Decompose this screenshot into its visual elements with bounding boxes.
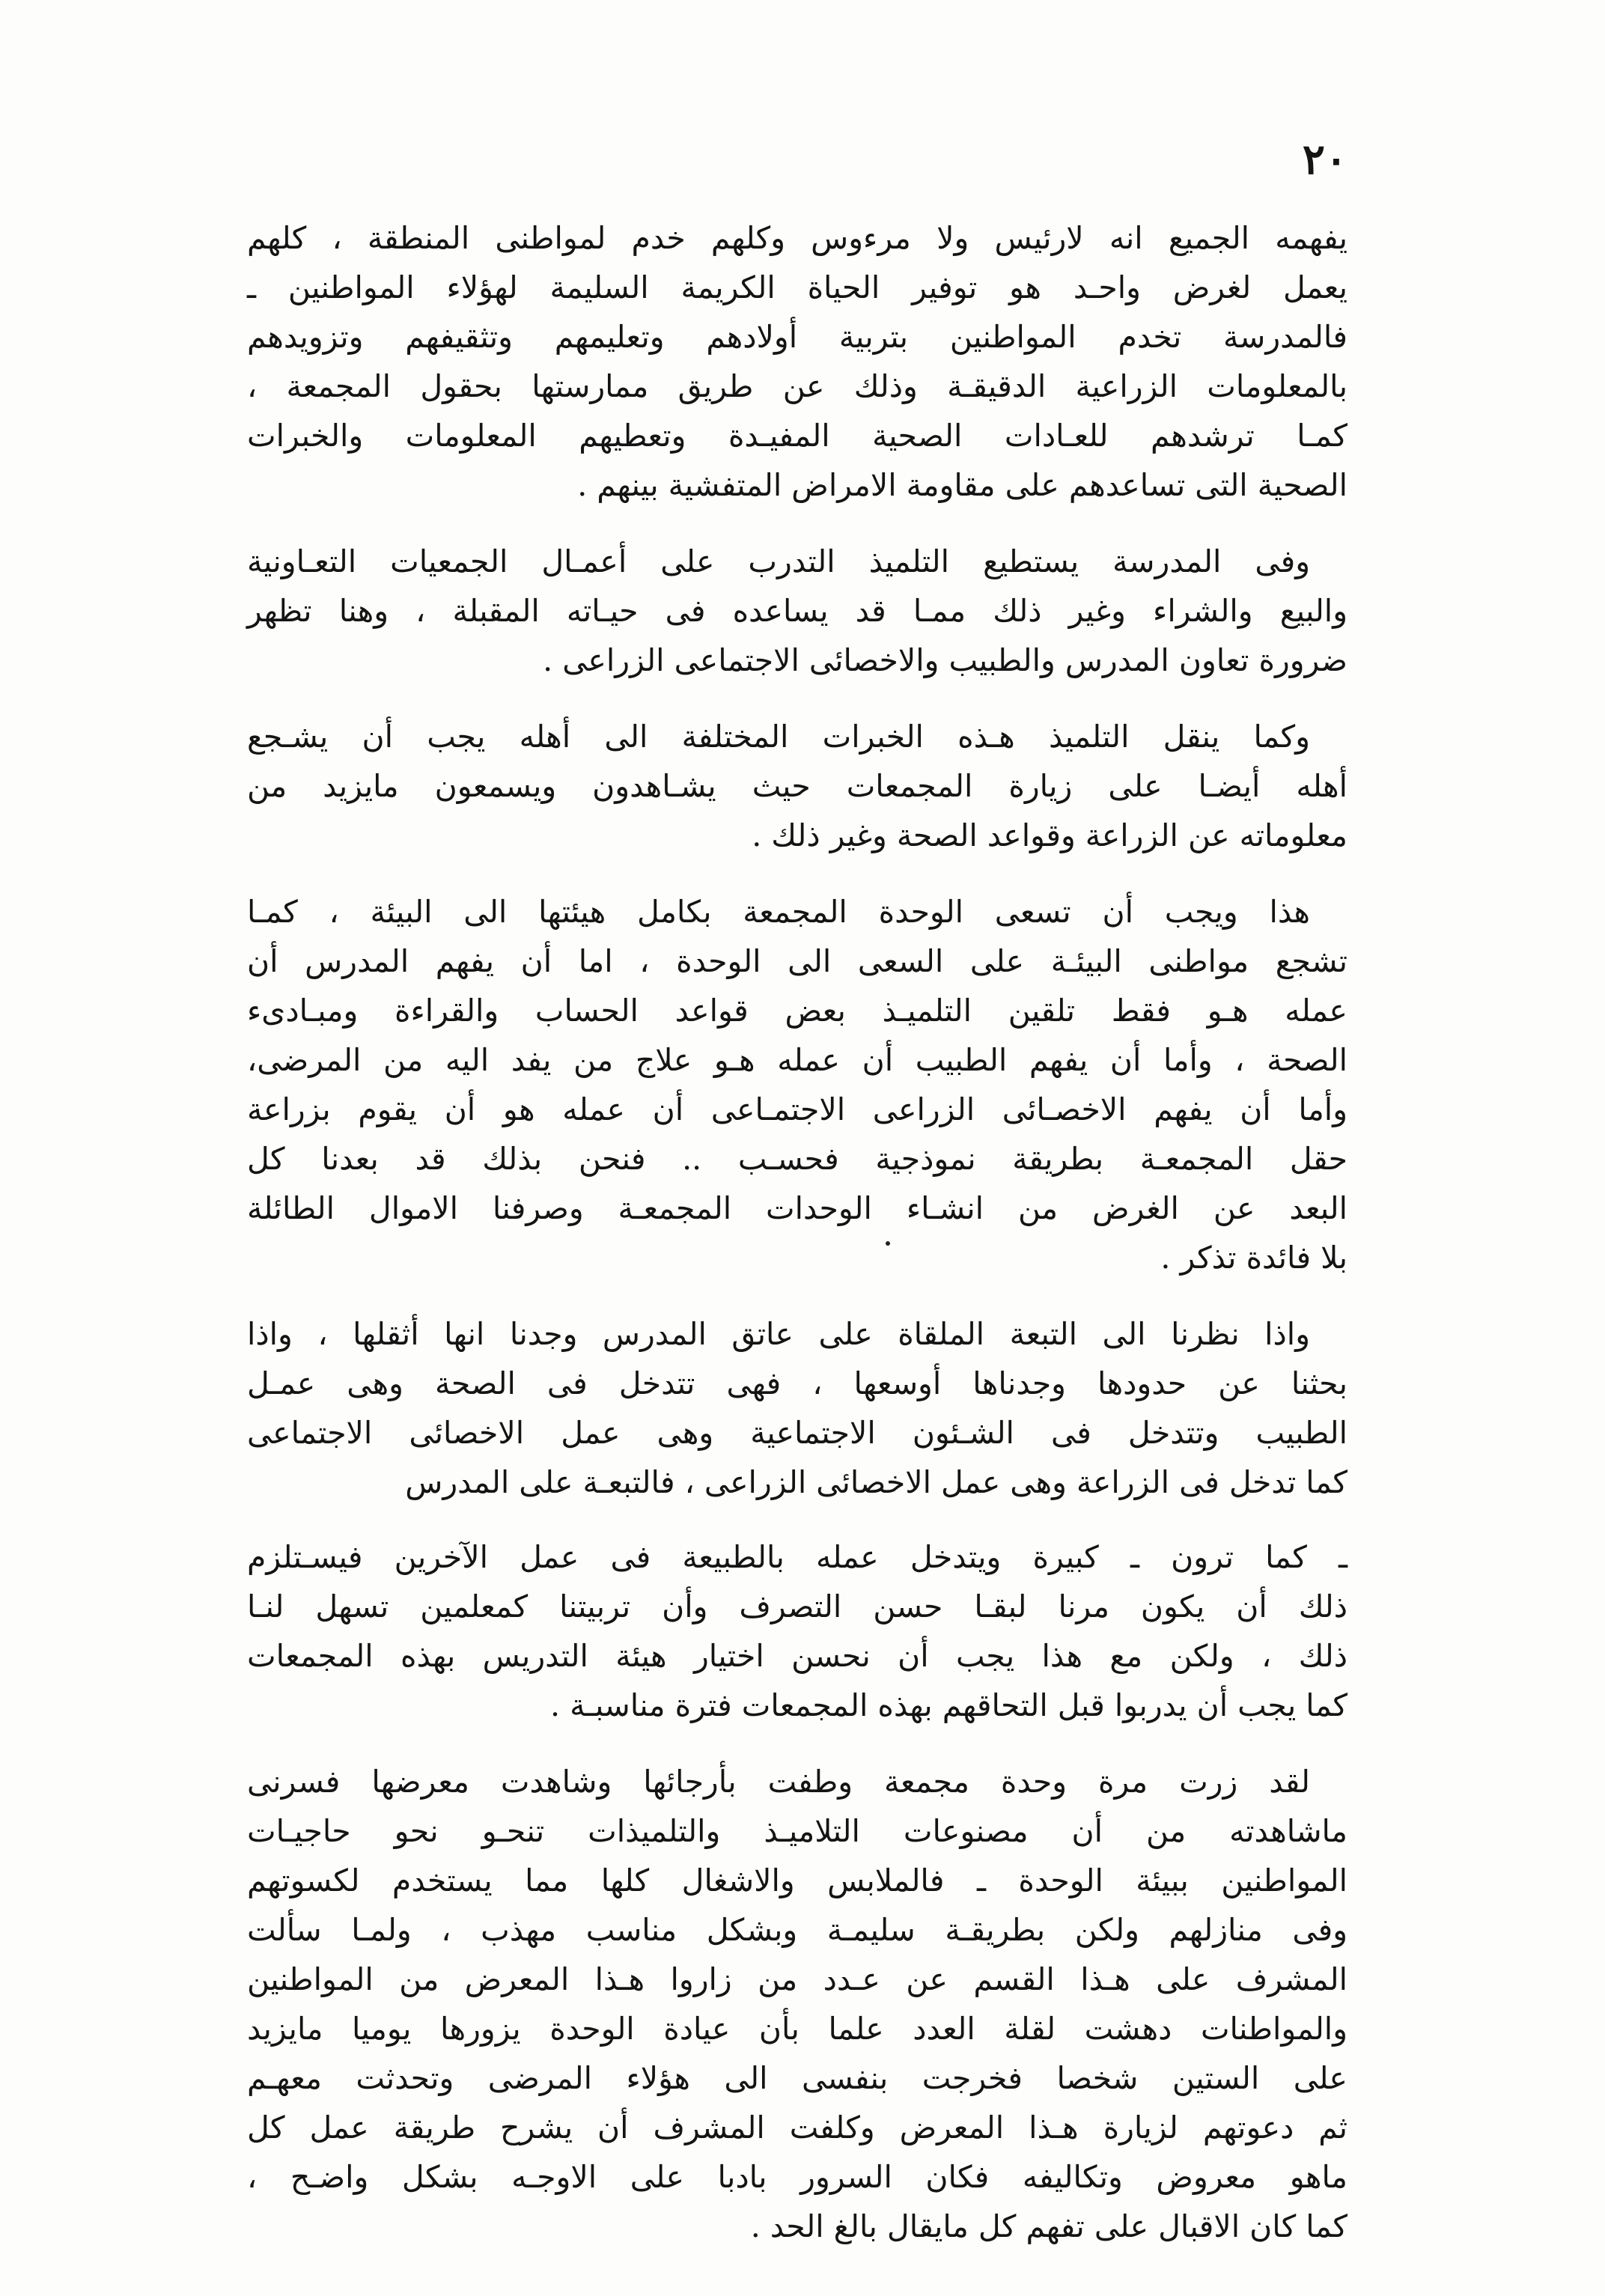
text-line: الصحية التى تساعدهم على مقاومة الامراض المتفشية بينهم . (577, 467, 1347, 503)
text-line: لقد زرت مرة وحدة مجمعة وطفت بأرجائها وشاهدت معرضها فسرنى (247, 1764, 1310, 1800)
text-line: ماهو معروض وتكاليفه فكان السرور بادبا على الاوجـه بشكل واضـح ، (247, 2159, 1347, 2195)
stray-mark (886, 1241, 890, 1246)
text-line: يفهمه الجميع انه لارئيس ولا مرءوس وكلهم خدم لمواطنى المنطقة ، كلهم (247, 220, 1347, 256)
text-line: تشجع مواطنى البيئـة على السعى الى الوحدة ، اما أن يفهم المدرس أن (247, 943, 1347, 979)
text-line: كما كان الاقبال على تفهم كل مايقال بالغ الحد . (750, 2208, 1347, 2244)
text-line: بالمعلومات الزراعية الدقيقـة وذلك عن طريق ممارستها بحقول المجمعة ، (247, 368, 1347, 404)
text-line: وفى المدرسة يستطيع التلميذ التدرب على أعمـال الجمعيات التعـاونية (247, 543, 1310, 579)
paragraph (247, 887, 1347, 1282)
page-number: ٢٠ (1302, 135, 1347, 184)
text-line: الصحة ، وأما أن يفهم الطبيب أن عمله هـو علاج من يفد اليه من المرضى، (247, 1042, 1347, 1078)
text-line: على الستين شخصا فخرجت بنفسى الى هؤلاء المرضى وتحدثت معهـم (247, 2060, 1347, 2096)
text-line: عمله هـو فقط تلقين التلميـذ بعض قواعد الحساب والقراءة ومبـادىء (247, 993, 1347, 1029)
paragraph (247, 712, 1347, 860)
text-line: والمواطنات دهشت لقلة العدد علما بأن عيادة الوحدة يزورها يوميا مايزيد (247, 2011, 1347, 2047)
text-line: أهله أيضـا على زيارة المجمعات حيث يشـاهدون ويسمعون مايزيد من (247, 768, 1347, 804)
paragraph (247, 1309, 1347, 1507)
text-line: المواطنين ببيئة الوحدة ـ فالملابس والاشغال كلها مما يستخدم لكسوتهم (247, 1863, 1347, 1898)
paragraph (247, 1757, 1347, 2251)
text-line: ذلك ، ولكن مع هذا يجب أن نحسن اختيار هيئة التدريس بهذه المجمعات (247, 1638, 1347, 1674)
text-line: الطبيب وتتدخل فى الشـئون الاجتماعية وهى عمل الاخصائى الاجتماعى (247, 1415, 1347, 1451)
text-line: وأما أن يفهم الاخصـائى الزراعى الاجتمـاعى أن عمله هو أن يقوم بزراعة (247, 1091, 1347, 1127)
text-line: واذا نظرنا الى التبعة الملقاة على عاتق المدرس وجدنا انها أثقلها ، واذا (247, 1316, 1310, 1352)
text-line: حقل المجمعـة بطريقة نموذجية فحسـب .. فنحن بذلك قد بعدنا كل (247, 1141, 1347, 1177)
paragraph (247, 213, 1347, 510)
text-line: بلا فائدة تذكر . (1160, 1240, 1347, 1276)
text-line: وكما ينقل التلميذ هـذه الخبرات المختلفة الى أهله يجب أن يشـجع (247, 719, 1310, 755)
text-line: المشرف على هـذا القسم عن عـدد من زاروا هـذا المعرض من المواطنين (247, 1961, 1347, 1997)
text-line: كما تدخل فى الزراعة وهى عمل الاخصائى الزراعى ، فالتبعـة على المدرس (405, 1464, 1347, 1500)
text-line: كمـا ترشدهم للعـادات الصحية المفيـدة وتعطيهم المعلومات والخبرات (247, 418, 1347, 454)
text-line: البعد عن الغرض من انشـاء الوحدات المجمعـة وصرفنا الاموال الطائلة (247, 1190, 1347, 1226)
text-line: معلوماته عن الزراعة وقواعد الصحة وغير ذلك . (752, 817, 1347, 853)
text-line: وفى منازلهم ولكن بطريقـة سليمـة وبشكل مناسب مهذب ، ولمـا سألت (247, 1912, 1347, 1948)
text-line: فالمدرسة تخدم المواطنين بتربية أولادهم وتعليمهم وتثقيفهم وتزويدهم (247, 319, 1347, 355)
text-line: بحثنا عن حدودها وجدناها أوسعها ، فهى تتدخل فى الصحة وهى عمـل (247, 1365, 1347, 1401)
body-text (247, 213, 1347, 2277)
text-line: والبيع والشراء وغير ذلك ممـا قد يساعده فى حيـاته المقبلة ، وهنا تظهر (247, 593, 1347, 629)
text-line: يعمل لغرض واحـد هو توفير الحياة الكريمة السليمة لهؤلاء المواطنين ـ (247, 270, 1347, 305)
text-line: ـ كما ترون ـ كبيرة ويتدخل عمله بالطبيعة فى عمل الآخرين فيسـتلزم (247, 1539, 1347, 1575)
paragraph (247, 1532, 1347, 1730)
paragraph (247, 537, 1347, 685)
text-line: كما يجب أن يدربوا قبل التحاقهم بهذه المجمعات فترة مناسبـة . (550, 1687, 1347, 1723)
text-line: ماشاهدته من أن مصنوعات التلاميـذ والتلميذات تنحـو نحو حاجيـات (247, 1813, 1347, 1849)
text-line: ذلك أن يكون مرنا لبقـا حسن التصرف وأن تربيتنا كمعلمين تسهل لنـا (247, 1589, 1347, 1624)
text-line: هذا ويجب أن تسعى الوحدة المجمعة بكامل هيئتها الى البيئة ، كمـا (247, 894, 1310, 930)
text-line: ثم دعوتهم لزيارة هـذا المعرض وكلفت المشرف أن يشرح طريقة عمل كل (247, 2110, 1347, 2146)
text-line: ضرورة تعاون المدرس والطبيب والاخصائى الاجتماعى الزراعى . (543, 642, 1347, 678)
